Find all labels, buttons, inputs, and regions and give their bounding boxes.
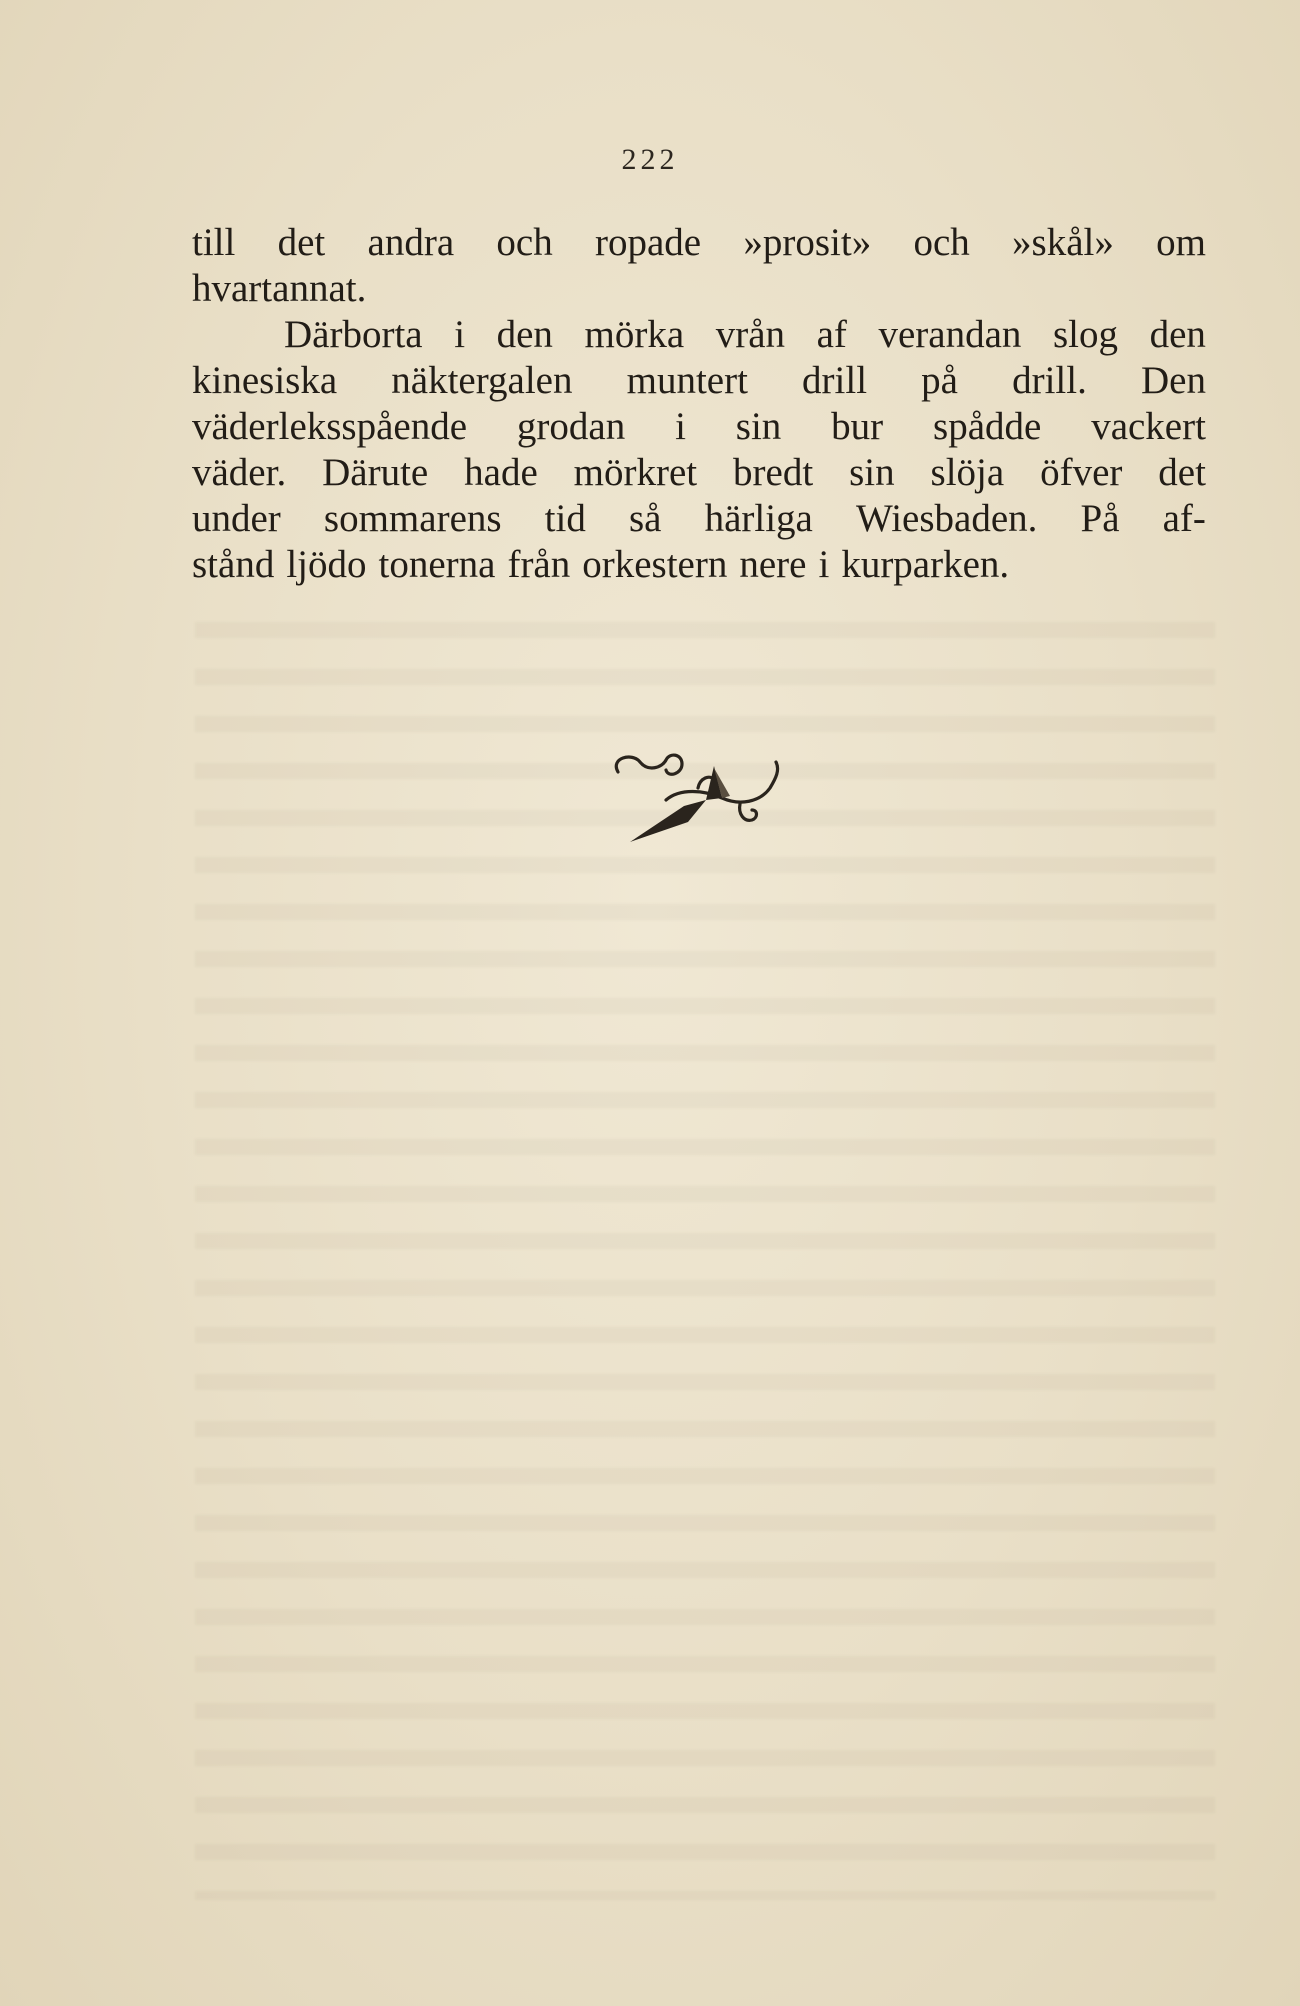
- word: hvartannat.: [192, 267, 367, 310]
- word: härliga: [704, 497, 813, 540]
- word: verandan: [878, 313, 1022, 356]
- word: tid: [544, 497, 586, 540]
- word: väder.: [192, 451, 287, 494]
- text-line: [192, 450, 1206, 496]
- word: den: [1149, 313, 1206, 356]
- word: slog: [1053, 313, 1119, 356]
- word: Wiesbaden.: [855, 497, 1038, 540]
- word: i: [675, 405, 686, 448]
- word: bredt: [733, 451, 814, 494]
- word: hade: [464, 451, 538, 494]
- word: väderleksspående: [192, 405, 468, 448]
- word: tonerna: [378, 543, 496, 586]
- word: drill.: [1012, 359, 1087, 402]
- word: vackert: [1091, 405, 1206, 448]
- word: »prosit»: [743, 221, 872, 264]
- word: slöja: [930, 451, 1005, 494]
- word: på: [921, 359, 958, 402]
- word: drill: [802, 359, 868, 402]
- word: Därborta: [284, 313, 423, 356]
- word: andra: [367, 221, 455, 264]
- word: om: [1156, 221, 1206, 264]
- text-line: [192, 220, 1206, 266]
- word: öfver: [1040, 451, 1123, 494]
- word: »skål»: [1012, 221, 1114, 264]
- word: det: [1158, 451, 1206, 494]
- page-number: 222: [621, 143, 679, 176]
- word: sin: [735, 405, 782, 448]
- word: Därute: [322, 451, 429, 494]
- text-line: [192, 542, 1206, 588]
- word: i: [454, 313, 466, 356]
- word: från: [507, 543, 571, 586]
- word: ljödo: [286, 543, 367, 586]
- word: den: [496, 313, 553, 356]
- word: i: [818, 543, 830, 586]
- word: sin: [849, 451, 895, 494]
- word: af-: [1162, 497, 1206, 540]
- body-text: [192, 220, 1206, 588]
- word: vrån: [715, 313, 786, 356]
- word: orkestern: [582, 543, 728, 586]
- word: under: [192, 497, 281, 540]
- text-line: [192, 404, 1206, 450]
- text-line: [192, 266, 1206, 312]
- word: kurparken.: [841, 543, 1010, 586]
- word: Den: [1140, 359, 1206, 402]
- word: af: [816, 313, 847, 356]
- word: bur: [831, 405, 884, 448]
- word: mörkret: [573, 451, 698, 494]
- word: näktergalen: [391, 359, 573, 402]
- word: det: [277, 221, 326, 264]
- word: stånd: [192, 543, 275, 586]
- word: och: [913, 221, 970, 264]
- text-line: [192, 358, 1206, 404]
- word: kinesiska: [192, 359, 338, 402]
- word: och: [496, 221, 553, 264]
- vine-flourish-icon: [610, 748, 790, 848]
- text-line: [192, 312, 1206, 358]
- word: grodan: [516, 405, 626, 448]
- word: På: [1080, 497, 1120, 540]
- word: nere: [739, 543, 807, 586]
- text-line: [192, 496, 1206, 542]
- word: spådde: [933, 405, 1042, 448]
- word: sommarens: [323, 497, 502, 540]
- word: muntert: [626, 359, 748, 402]
- word: mörka: [584, 313, 685, 356]
- word: till: [192, 221, 236, 264]
- word: ropade: [594, 221, 702, 264]
- word: så: [628, 497, 662, 540]
